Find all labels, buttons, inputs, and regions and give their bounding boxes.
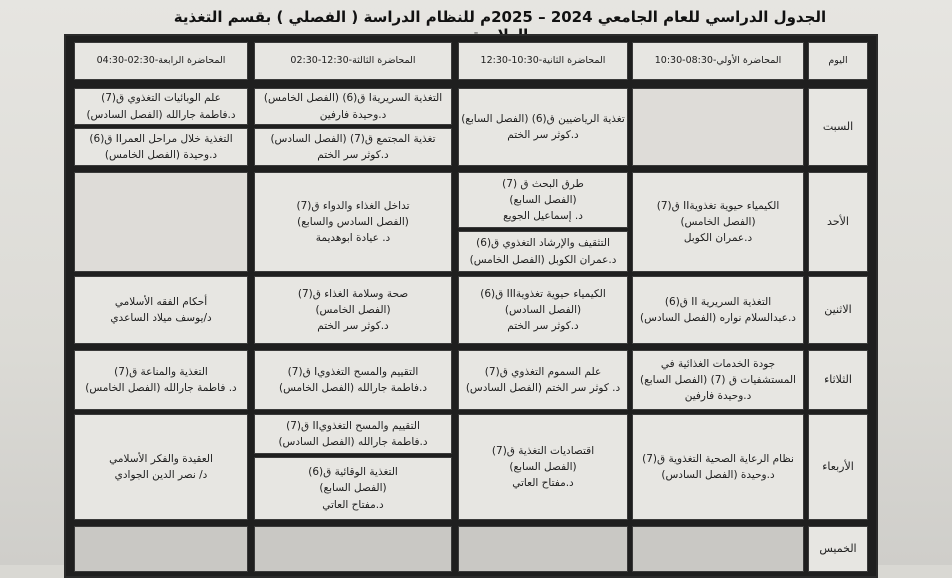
semester: (الفصل السابع) xyxy=(509,460,577,473)
wed-period-2 xyxy=(458,414,628,520)
header-period-1-label: المحاضرة الأولي-08:30-10:30 xyxy=(654,54,782,66)
instructor: د.وحيدة (الفصل السادس) xyxy=(661,469,775,481)
instructor: د.كوثر سر الختم xyxy=(317,149,389,161)
sun-period-2-a xyxy=(458,172,628,228)
instructor: د.كوثر سر الختم xyxy=(507,320,579,333)
day-saturday xyxy=(808,88,868,166)
sun-period-4 xyxy=(74,172,248,272)
tue-period-2 xyxy=(458,350,628,410)
sat-period-3-a xyxy=(254,88,452,125)
wed-period-1 xyxy=(632,414,804,520)
course-name: التقييم والمسح التغذويII ق(7) xyxy=(286,419,420,432)
instructor: د.عمران الكوبل xyxy=(683,232,753,245)
course-name: التغذية خلال مراحل العمرII ق(6) xyxy=(89,132,233,145)
course-name: تغذية الرياضيين ق(6) (الفصل السابع) xyxy=(461,112,625,125)
course-name: التغذية السريرية II ق(6) xyxy=(664,295,772,308)
instructor: د.كوثر سر الختم xyxy=(507,129,579,141)
course-name: الكيمياء حيوية تغذويةII ق(7) xyxy=(656,199,780,212)
semester: (الفصل السابع) xyxy=(509,193,577,206)
course-name: التثقيف والإرشاد التغذوي ق(6) xyxy=(476,237,610,250)
instructor: د.وحيدة (الفصل الخامس) xyxy=(104,149,218,161)
day-monday xyxy=(808,276,868,344)
header-day-label: اليوم xyxy=(828,54,848,66)
header-period-1 xyxy=(632,42,804,80)
day-sunday xyxy=(808,172,868,272)
day-monday-label: الاثنين xyxy=(824,303,852,317)
wed-period-4 xyxy=(74,414,248,520)
mon-period-2 xyxy=(458,276,628,344)
header-period-2 xyxy=(458,42,628,80)
mon-period-4 xyxy=(74,276,248,344)
course-name: علم السموم التغذوي ق(7) xyxy=(484,365,602,378)
instructor: د.فاطمة جارالله (الفصل السادس) xyxy=(86,108,236,121)
day-thursday-label: الخميس xyxy=(819,542,857,556)
header-period-4 xyxy=(74,42,248,80)
header-period-3 xyxy=(254,42,452,80)
header-period-3-label: المحاضرة الثالثة-12:30-02:30 xyxy=(290,54,416,66)
sat-period-2 xyxy=(458,88,628,166)
instructor: د.كوثر سر الختم xyxy=(317,320,389,333)
semester: (الفصل السادس والسابع) xyxy=(297,215,409,228)
course-name: نظام الرعاية الصحية التغذوية ق(7) xyxy=(642,452,794,465)
course-name: التغذية والمناعة ق(7) xyxy=(114,365,208,378)
sat-period-4-a xyxy=(74,88,248,125)
mon-period-3 xyxy=(254,276,452,344)
wed-period-3-a xyxy=(254,414,452,454)
day-thursday xyxy=(808,526,868,572)
course-name: التقييم والمسح التغذويI ق(7) xyxy=(287,365,419,378)
sun-period-2-b xyxy=(458,231,628,272)
instructor: د/ نصر الدين الجوادي xyxy=(114,469,208,481)
day-wednesday xyxy=(808,414,868,520)
day-tuesday xyxy=(808,350,868,410)
course-name: صحة وسلامة الغذاء ق(7) xyxy=(297,287,409,300)
instructor: د.فاطمة جارالله (الفصل الخامس) xyxy=(278,382,428,394)
course-name: جودة الخدمات الغذائية في xyxy=(660,357,776,370)
sat-period-1 xyxy=(632,88,804,166)
instructor: د.عمران الكوبل (الفصل الخامس) xyxy=(469,253,617,266)
instructor: د.مفتاح العاتي xyxy=(322,498,384,511)
thu-period-3 xyxy=(254,526,452,572)
thu-period-2 xyxy=(458,526,628,572)
instructor: د.وحيدة فارفين xyxy=(319,108,387,121)
course-name: التغذية الوقائية ق(6) xyxy=(308,466,398,479)
course-detail: المستشفيات ق (7) (الفصل السابع) xyxy=(640,373,796,386)
course-name: اقتصاديات التغذية ق(7) xyxy=(491,444,595,457)
sun-period-3 xyxy=(254,172,452,272)
semester: (الفصل الخامس) xyxy=(315,303,391,316)
schedule-table xyxy=(64,34,878,578)
instructor: د. إسماعيل الجويع xyxy=(503,210,583,223)
course-name: تغذية المجتمع ق(7) (الفصل السادس) xyxy=(270,132,436,145)
header-period-4-label: المحاضرة الرابعة-02:30-04:30 xyxy=(96,54,226,66)
course-name: طرق البحث ق (7) xyxy=(502,177,584,190)
thu-period-4 xyxy=(74,526,248,572)
semester: (الفصل الخامس) xyxy=(680,215,756,228)
sun-period-1 xyxy=(632,172,804,272)
semester: (الفصل السابع) xyxy=(319,482,387,495)
course-name: أحكام الفقه الأسلامي xyxy=(114,295,208,308)
instructor: د.وحيدة فارفين xyxy=(684,390,752,403)
thu-period-1 xyxy=(632,526,804,572)
tue-period-4 xyxy=(74,350,248,410)
instructor: د.فاطمة جارالله (الفصل السادس) xyxy=(278,436,428,448)
course-name: الكيمياء حيوية تغذويةIII ق(6) xyxy=(480,287,606,300)
header-period-2-label: المحاضرة الثانية-10:30-12:30 xyxy=(480,54,606,66)
day-tuesday-label: الثلاثاء xyxy=(824,373,852,387)
instructor: د. فاطمة جارالله (الفصل الخامس) xyxy=(85,382,237,394)
wed-period-3-b xyxy=(254,457,452,520)
tue-period-1 xyxy=(632,350,804,410)
page-title: الجدول الدراسي للعام الجامعي 2024 – 2025م للنظام الدراسة ( الفصلي ) بقسم التغذية xyxy=(173,8,827,26)
tue-period-3 xyxy=(254,350,452,410)
instructor: د.مفتاح العاتي xyxy=(512,477,574,490)
course-name: العقيدة والفكر الأسلامي xyxy=(109,452,213,465)
day-saturday-label: السبت xyxy=(822,120,854,134)
day-wednesday-label: الأربعاء xyxy=(822,460,854,474)
course-name: تداخل الغذاء والدواء ق(7) xyxy=(296,199,410,212)
instructor: د.عبدالسلام نواره (الفصل السادس) xyxy=(640,312,796,324)
instructor: د. عيادة ابوهديمة xyxy=(315,232,391,245)
instructor: د/يوسف ميلاد الساعدي xyxy=(110,312,212,324)
day-sunday-label: الأحد xyxy=(827,215,849,229)
header-day xyxy=(808,42,868,80)
sat-period-3-b xyxy=(254,128,452,166)
course-name: التغذية السريريةI ق(6) (الفصل الخامس) xyxy=(263,92,443,105)
semester: (الفصل السادس) xyxy=(504,303,582,316)
sat-period-4-b xyxy=(74,128,248,166)
course-name: علم الوبائيات التغذوي ق(7) xyxy=(101,92,221,105)
instructor: د. كوثر سر الختم (الفصل السادس) xyxy=(465,382,621,394)
mon-period-1 xyxy=(632,276,804,344)
